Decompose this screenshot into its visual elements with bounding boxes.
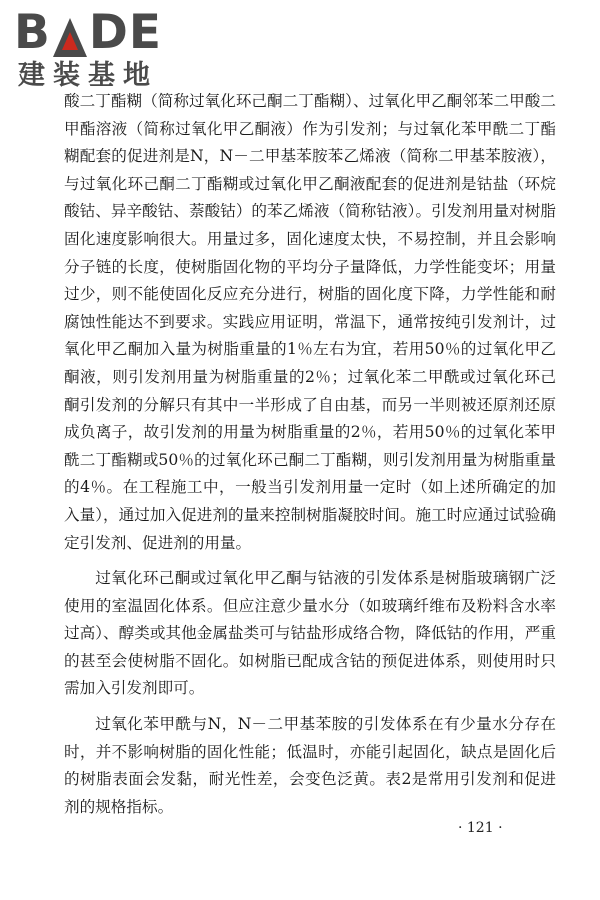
brand-a-triangle-icon: [52, 16, 88, 58]
brand-subtitle: 建装基地: [18, 60, 158, 91]
brand-wordmark: [14, 5, 184, 60]
paragraph-3: 过氧化苯甲酰与N，N－二甲基苯胺的引发体系在有少量水分存在时，并不影响树脂的固化性能；低温时，亦能引起固化，缺点是固化后的树脂表面会发黏，耐光性差，会变色泛黄。表2是常用引发剂和促进剂的规格指标。: [64, 715, 556, 816]
page-number: · 121 ·: [458, 820, 503, 836]
paragraph-2: 过氧化环己酮或过氧化甲乙酮与钴液的引发体系是树脂玻璃钢广泛使用的室温固化体系。但应注意少量水分（如玻璃纤维布及粉料含水率过高）、醇类或其他金属盐类可与钴盐形成络合物，降低钴的作用，严重的甚至会使树脂不固化。如树脂已配成含钴的预促进体系，则使用时只需加入引发剂即可。: [64, 569, 556, 698]
paragraph-1: 酸二丁酯糊（简称过氧化环己酮二丁酯糊）、过氧化甲乙酮邻苯二甲酸二甲酯溶液（简称过氧化甲乙酮液）作为引发剂；与过氧化苯甲酰二丁酯糊配套的促进剂是N，N－二甲基苯胺苯乙烯液（简称二甲基苯胺液），与过氧化环己酮二丁酯糊或过氧化甲乙酮液配套的促进剂是钴盐（环烷酸钴、异辛酸钴、萘酸钴）的苯乙烯液（简称钴液）。引发剂用量对树脂固化速度影响很大。用量过多，固化速度太快，不易控制，并且会影响分子链的长度，使树脂固化物的平均分子量降低，力学性能变坏；用量过少，则不能使固化反应充分进行，树脂的固化度下降，力学性能和耐腐蚀性能达不到要求。实践应用证明，常温下，通常按纯引发剂计，过氧化甲乙酮加入量为树脂重量的1％左右为宜，若用50％的过氧化甲乙酮液，则引发剂用量为树脂重量的2％；过氧化苯二甲酰或过氧化环己酮引发剂的分解只有其中一半形成了自由基，而另一半则被还原剂还原成负离子，故引发剂的用量为树脂重量的2％，若用50％的过氧化苯甲酰二丁酯糊或50％的过氧化环己酮二丁酯糊，则引发剂用量为树脂重量的4％。在工程施工中，一般当引发剂用量一定时（如上述所确定的加入量），通过加入促进剂的量来控制树脂凝胶时间。施工时应通过试验确定引发剂、促进剂的用量。: [64, 92, 556, 552]
brand-suffix: DE: [88, 5, 162, 60]
brand-prefix: B: [14, 5, 51, 60]
body-text: [64, 88, 556, 821]
watermark-logo: [14, 5, 184, 92]
